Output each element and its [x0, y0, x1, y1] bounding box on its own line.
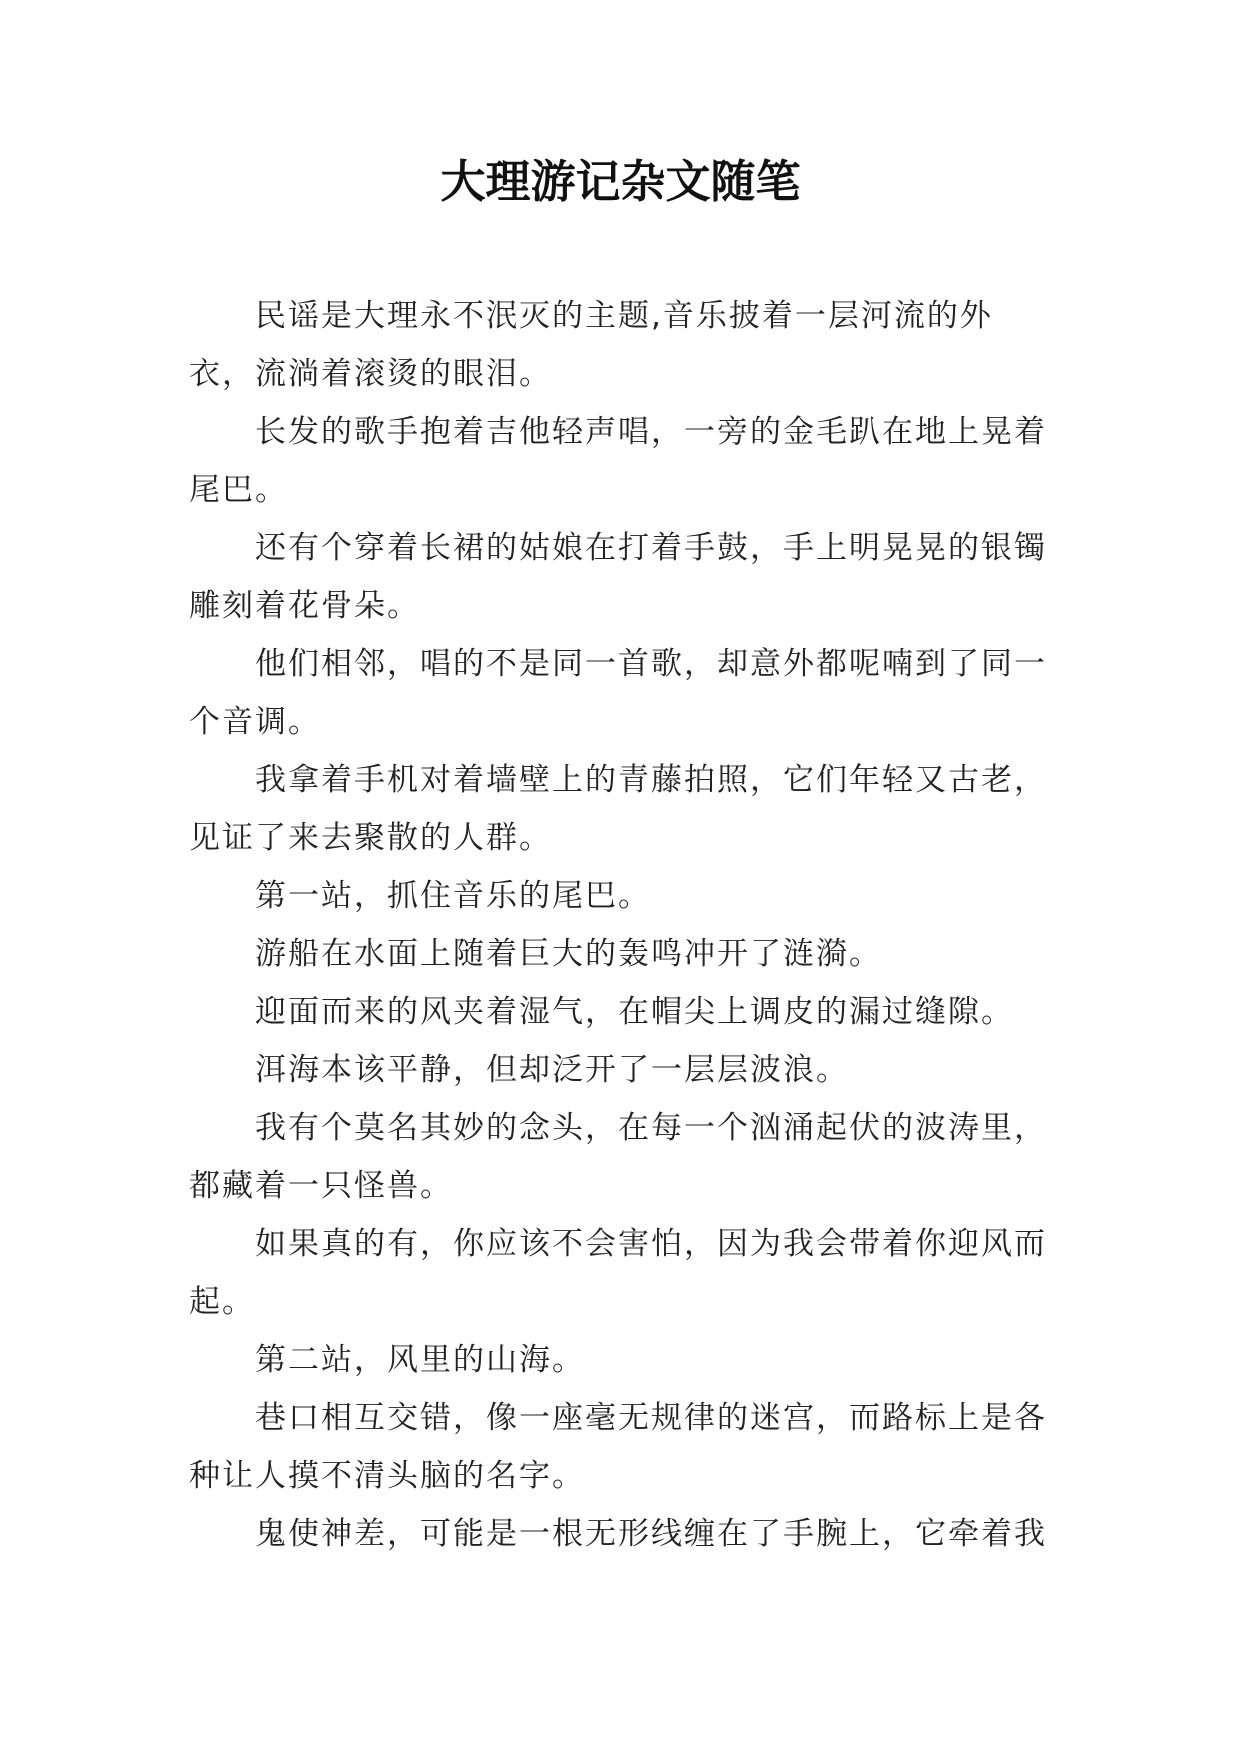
paragraph: 我有个莫名其妙的念头，在每一个汹涌起伏的波涛里，都藏着一只怪兽。 — [189, 1110, 1047, 1204]
paragraph: 鬼使神差，可能是一根无形线缠在了手腕上，它牵着我 — [255, 1516, 1047, 1552]
document-title: 大理游记杂文随笔 — [440, 155, 801, 208]
paragraph: 还有个穿着长裙的姑娘在打着手鼓，手上明晃晃的银镯雕刻着花骨朵。 — [189, 530, 1047, 624]
paragraph: 洱海本该平静，但却泛开了一层层波浪。 — [255, 1052, 849, 1088]
paragraph: 第一站，抓住音乐的尾巴。 — [255, 878, 651, 914]
paragraph: 迎面而来的风夹着湿气，在帽尖上调皮的漏过缝隙。 — [255, 994, 1014, 1030]
paragraph: 游船在水面上随着巨大的轰鸣冲开了涟漪。 — [255, 936, 882, 972]
paragraph: 长发的歌手抱着吉他轻声唱，一旁的金毛趴在地上晃着尾巴。 — [189, 414, 1047, 508]
paragraph: 他们相邻，唱的不是同一首歌，却意外都呢喃到了同一个音调。 — [189, 646, 1047, 740]
paragraph: 如果真的有，你应该不会害怕，因为我会带着你迎风而起。 — [189, 1226, 1047, 1320]
document-body — [189, 287, 1051, 1563]
paragraph: 第二站，风里的山海。 — [255, 1342, 585, 1378]
paragraph: 我拿着手机对着墙壁上的青藤拍照，它们年轻又古老，见证了来去聚散的人群。 — [189, 762, 1047, 856]
paragraph: 巷口相互交错，像一座毫无规律的迷宫，而路标上是各种让人摸不清头脑的名字。 — [189, 1400, 1047, 1494]
paragraph: 民谣是大理永不泯灭的主题,音乐披着一层河流的外衣，流淌着滚烫的眼泪。 — [189, 298, 993, 392]
